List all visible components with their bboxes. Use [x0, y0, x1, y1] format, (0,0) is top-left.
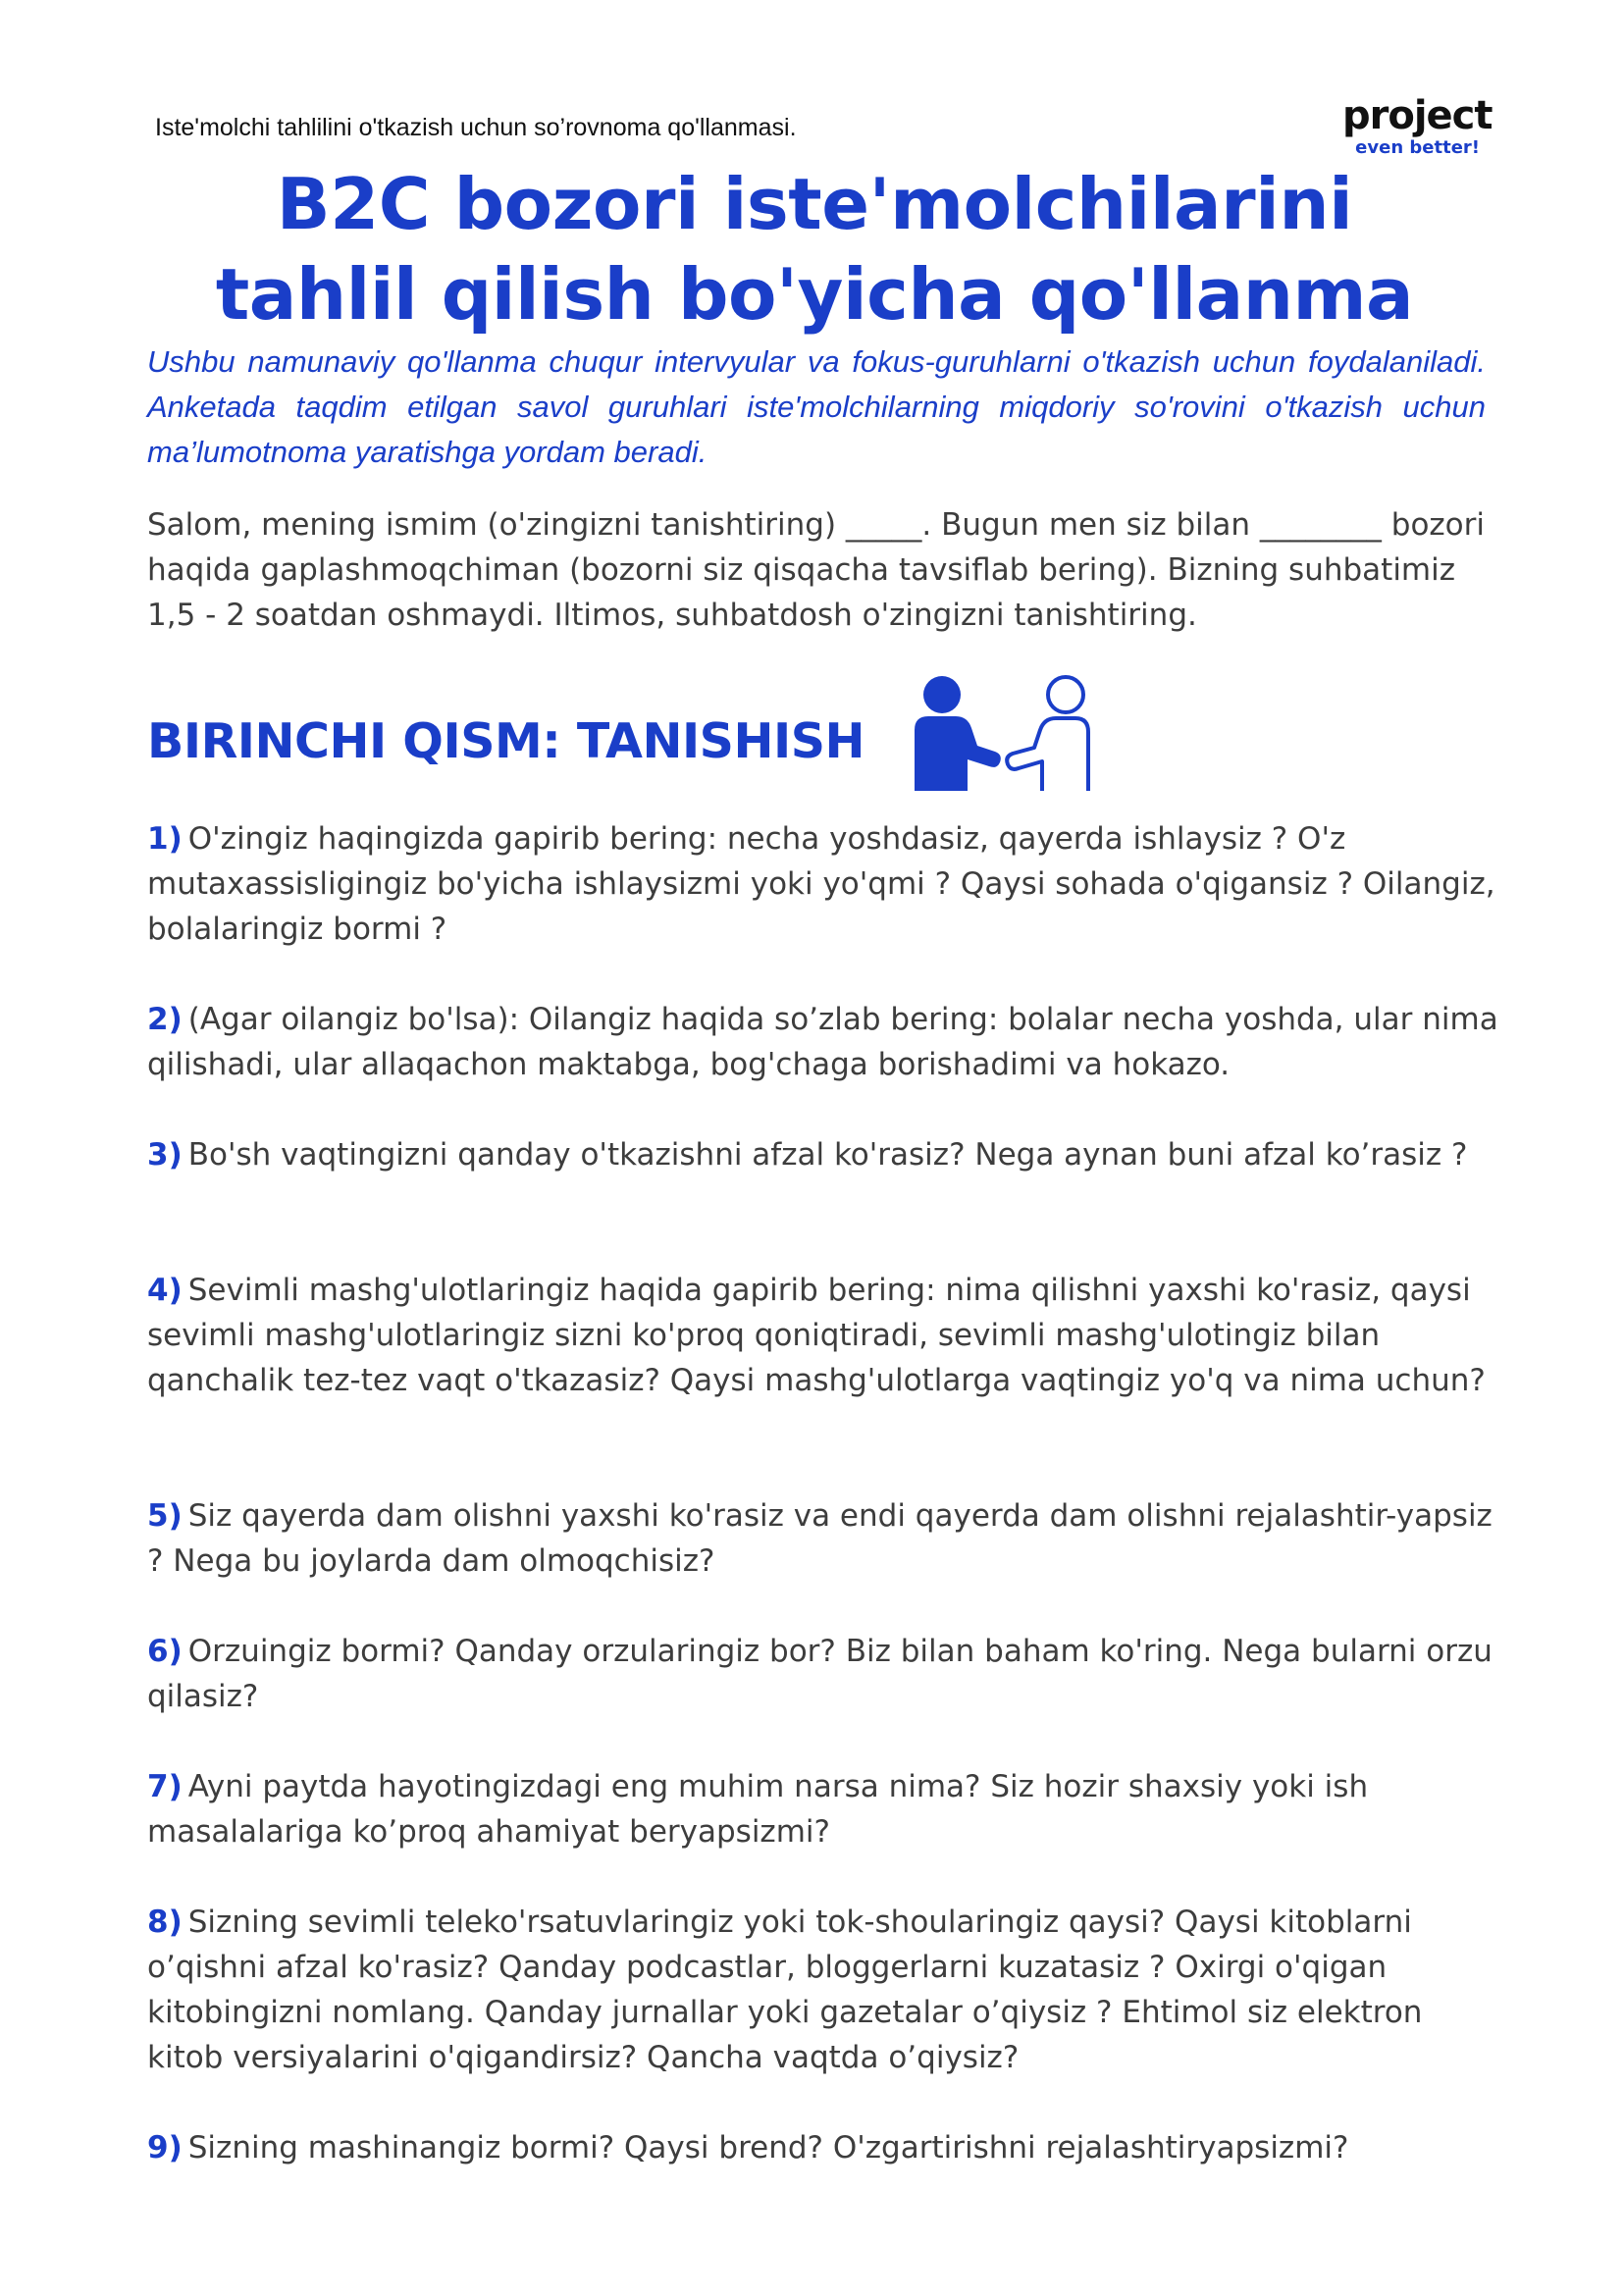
header-note: Iste'molchi tahlilini o'tkazish uchun so’rovnoma qo'llanmasi.: [155, 114, 797, 141]
question-number: 4): [147, 1273, 183, 1308]
question-item: [147, 2125, 1501, 2170]
question-text: (Agar oilangiz bo'lsa): Oilangiz haqida so’zlab bering: bolalar necha yoshda, ular nima qilishadi, ular allaqachon maktabga, bog'chaga borishadimi va hokazo.: [147, 1002, 1498, 1082]
question-item: [147, 1629, 1501, 1719]
question-text: Sevimli mashg'ulotlaringiz haqida gapirib bering: nima qilishni yaxshi ko'rasiz, qaysi sevimli mashg'ulotlaringiz sizni ko'proq qoniqtiradi, sevimli mashg'ulotingiz bilan qanchalik tez-tez vaqt o'tkazasiz? Qaysi mashg'ulotlarga vaqtingiz yo'q va nima uchun?: [147, 1273, 1486, 1398]
question-number: 9): [147, 2130, 183, 2166]
question-text: Sizning sevimli teleko'rsatuvlaringiz yoki tok-shoularingiz qaysi? Qaysi kitoblarni o’qishni afzal ko'rasiz? Qanday podcastlar, bloggerlarni kuzatasiz ? Oxirgi o'qigan kitobingizni nomlang. Qanday jurnallar yoki gazetalar o’qiysiz ? Ehtimol siz elektron kitob versiyalarini o'qigandirsiz? Qancha vaqtda o’qiysiz?: [147, 1905, 1423, 2075]
question-number: 1): [147, 821, 183, 857]
question-item: [147, 1493, 1501, 1584]
section-heading: BIRINCHI QISM: TANISHISH: [147, 713, 865, 769]
question-number: 5): [147, 1498, 183, 1534]
question-text: Ayni paytda hayotingizdagi eng muhim narsa nima? Siz hozir shaxsiy yoki ish masalalariga ko’proq ahamiyat beryapsizmi?: [147, 1769, 1369, 1850]
title-line-1: B2C bozori iste'molchilarini: [276, 163, 1353, 245]
question-text: Bo'sh vaqtingizni qanday o'tkazishni afzal ko'rasiz? Nega aynan buni afzal ko’rasiz ?: [187, 1137, 1468, 1173]
question-item: [147, 1764, 1501, 1854]
intro-paragraph: Ushbu namunaviy qo'llanma chuqur intervyular va fokus-guruhlarni o'tkazish uchun foydalaniladi. Anketada taqdim etilgan savol guruhlari iste'molchilarning miqdoriy so'rovini o'tkazish uchun ma’lumotnoma yaratishga yordam beradi.: [147, 344, 1486, 469]
question-number: 8): [147, 1905, 183, 1940]
question-item: [147, 816, 1501, 952]
project-logo: [1342, 93, 1493, 159]
question-number: 6): [147, 1634, 183, 1669]
logo-name: project: [1342, 93, 1493, 138]
question-item: [147, 1900, 1501, 2080]
title-line-2: tahlil qilish bo'yicha qo'llanma: [215, 253, 1414, 336]
question-item: [147, 1268, 1501, 1403]
logo-tagline: even better!: [1355, 137, 1480, 158]
section-heading-row: [147, 673, 1128, 791]
question-item: [147, 997, 1501, 1087]
question-text: Orzuingiz bormi? Qanday orzularingiz bor? Biz bilan baham ko'ring. Nega bularni orzu qilasiz?: [147, 1634, 1493, 1714]
question-number: 7): [147, 1769, 183, 1804]
meeting-people-icon: [909, 673, 1095, 791]
question-number: 2): [147, 1002, 183, 1037]
greeting-paragraph: Salom, mening ismim (o'zingizni tanishtiring) _____. Bugun men siz bilan ________ bozori haqida gaplashmoqchiman (bozorni siz qisqacha tavsiflab bering). Bizning suhbatimiz 1,5 - 2 soatdan oshmaydi. Iltimos, suhbatdosh o'zingizni tanishtiring.: [147, 507, 1486, 633]
question-text: O'zingiz haqingizda gapirib bering: necha yoshdasiz, qayerda ishlaysiz ? O'z mutaxassisligingiz bo'yicha ishlaysizmi yoki yo'qmi ? Qaysi sohada o'qigansiz ? Oilangiz, bolalaringiz bormi ?: [147, 821, 1495, 947]
question-number: 3): [147, 1137, 183, 1173]
question-item: [147, 1132, 1501, 1177]
question-text: Siz qayerda dam olishni yaxshi ko'rasiz va endi qayerda dam olishni rejalashtir-yapsiz ? Nega bu joylarda dam olmoqchisiz?: [147, 1498, 1493, 1579]
question-text: Sizning mashinangiz bormi? Qaysi brend? O'zgartirishni rejalashtiryapsizmi?: [187, 2130, 1349, 2166]
page-title: [147, 159, 1482, 339]
